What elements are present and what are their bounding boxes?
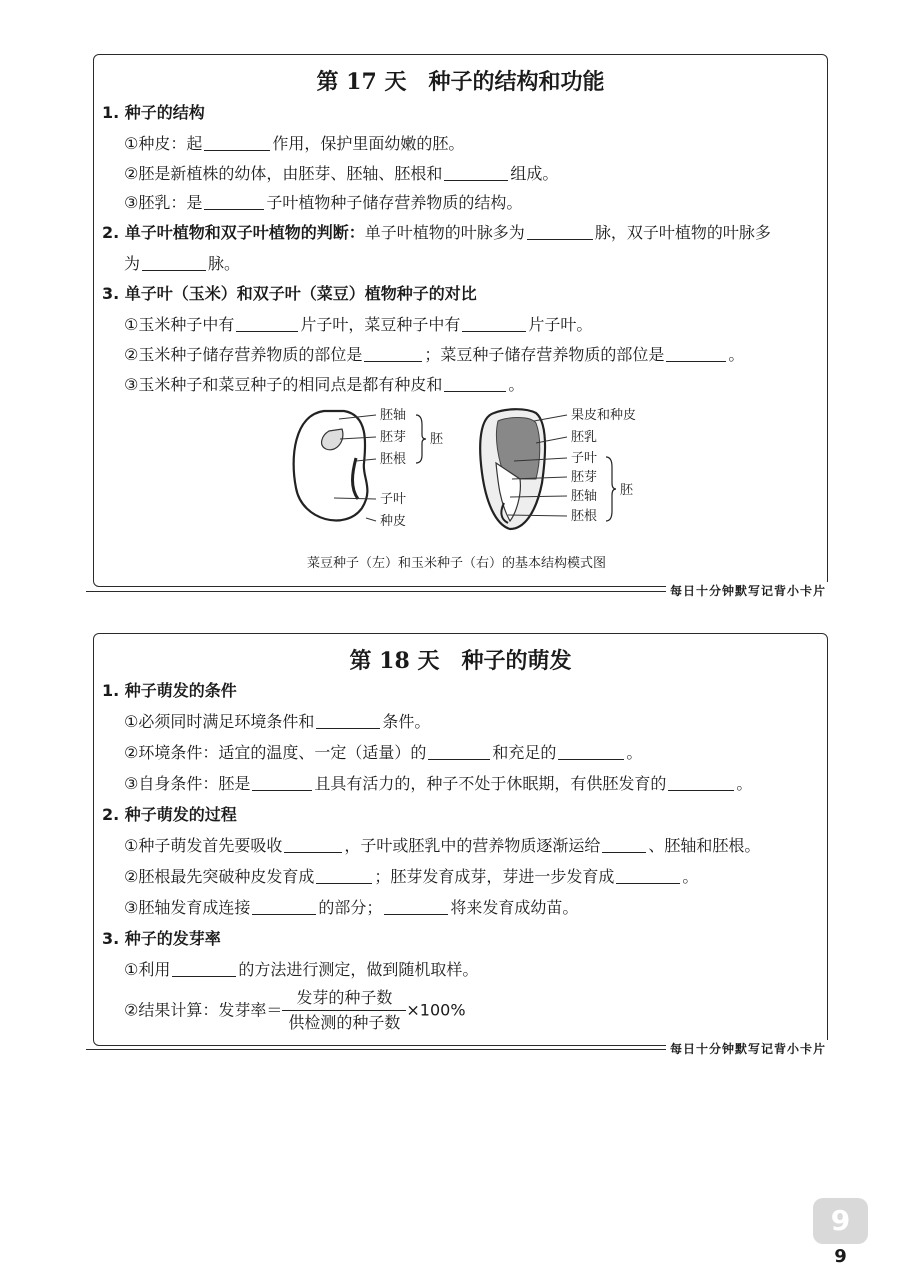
corn-seed-illustration [480, 409, 567, 529]
blank[interactable] [284, 836, 342, 853]
blank[interactable] [142, 254, 206, 271]
blank[interactable] [428, 743, 490, 760]
diagram-caption: 菜豆种子（左）和玉米种子（右）的基本结构模式图 [307, 556, 607, 571]
section-2-line-1: 2. 单子叶植物和双子叶植物的判断：单子叶植物的叶脉多为 脉，双子叶植物的叶脉多 [102, 223, 771, 242]
section-2-line-2: 为 脉。 [124, 254, 241, 273]
topic-label: 种子的结构和功能 [428, 69, 605, 95]
card-footer: 每日十分钟默写记背小卡片 [666, 582, 830, 599]
line-1-3: ③胚乳：是 子叶植物种子储存营养物质的结构。 [124, 193, 523, 212]
blank[interactable] [364, 345, 422, 362]
blank[interactable] [527, 223, 593, 240]
line-1-1: ①必须同时满足环境条件和 条件。 [124, 712, 431, 731]
bean-label-radicle: 胚根 [380, 452, 407, 467]
card-title [94, 65, 827, 96]
corn-label-endosperm: 胚乳 [571, 430, 598, 445]
line-3-3: ③玉米种子和菜豆种子的相同点是都有种皮和 。 [124, 375, 525, 394]
corn-embryo-brace [606, 457, 616, 521]
day-label: 第 17 天 [316, 69, 407, 95]
blank[interactable] [316, 712, 380, 729]
germination-rate-fraction [282, 988, 406, 1033]
topic-label: 种子的萌发 [461, 648, 572, 674]
page-badge: 9 [813, 1198, 868, 1244]
bean-seed-illustration [294, 411, 376, 521]
blank[interactable] [444, 375, 506, 392]
blank[interactable] [444, 164, 508, 181]
corn-label-pericarp-seed-coat: 果皮和种皮 [571, 408, 637, 423]
blank[interactable] [252, 774, 312, 791]
section-2-heading: 2. 种子萌发的过程 [102, 805, 237, 824]
line-3-2: ②玉米种子储存营养物质的部位是 ；菜豆种子储存营养物质的部位是 。 [124, 345, 745, 364]
line-3-2: ②结果计算：发芽率＝ $\frac{\text{发芽的种子数}}{\text{供检测的种子数}}$ ×100% [124, 988, 466, 1032]
section-3-heading: 3. 种子的发芽率 [102, 929, 221, 948]
bean-label-plumule: 胚芽 [380, 430, 407, 445]
line-3-1: ①利用 的方法进行测定，做到随机取样。 [124, 960, 479, 979]
percent-multiplier: ×100% [406, 1000, 466, 1020]
bean-label-seed-coat: 种皮 [380, 514, 407, 529]
card-day-18 [93, 633, 828, 1046]
corn-label-hypocotyl: 胚轴 [571, 489, 598, 504]
blank[interactable] [558, 743, 624, 760]
bean-group-label: 胚 [430, 432, 444, 447]
blank[interactable] [172, 960, 236, 977]
corn-label-plumule: 胚芽 [571, 470, 598, 485]
section-3-heading: 3. 单子叶（玉米）和双子叶（菜豆）植物种子的对比 [102, 284, 477, 303]
line-2-3: ③胚轴发育成连接 的部分； 将来发育成幼苗。 [124, 898, 579, 917]
blank[interactable] [236, 315, 298, 332]
corn-label-cotyledon: 子叶 [571, 451, 598, 466]
line-2-2: ②胚根最先突破种皮发育成 ；胚芽发育成芽，芽进一步发育成 。 [124, 867, 699, 886]
blank[interactable] [204, 134, 270, 151]
blank[interactable] [602, 836, 646, 853]
blank[interactable] [316, 867, 372, 884]
fraction-numerator: 发芽的种子数 [282, 988, 406, 1011]
blank[interactable] [666, 345, 726, 362]
day-label: 第 18 天 [349, 648, 440, 674]
line-1-2: ②胚是新植株的幼体，由胚芽、胚轴、胚根和 组成。 [124, 164, 559, 183]
card-footer: 每日十分钟默写记背小卡片 [666, 1040, 830, 1057]
line-2-1: ①种子萌发首先要吸收 ，子叶或胚乳中的营养物质逐渐运给 、胚轴和胚根。 [124, 836, 761, 855]
page-number: 9 [834, 1246, 847, 1267]
blank[interactable] [668, 774, 734, 791]
section-1-heading: 1. 种子的结构 [102, 103, 205, 122]
seed-diagram [284, 403, 684, 533]
fraction-denominator: 供检测的种子数 [288, 1013, 401, 1032]
line-1-1: ①种皮：起 作用，保护里面幼嫩的胚。 [124, 134, 465, 153]
blank[interactable] [384, 898, 448, 915]
blank[interactable] [252, 898, 316, 915]
blank[interactable] [204, 193, 264, 210]
bean-label-hypocotyl: 胚轴 [380, 408, 407, 423]
card-title [94, 644, 827, 675]
bean-label-cotyledon: 子叶 [380, 492, 407, 507]
bean-embryo-brace [416, 415, 426, 463]
card-day-17 [93, 54, 828, 587]
line-1-3: ③自身条件：胚是 且具有活力的，种子不处于休眠期，有供胚发育的 。 [124, 774, 753, 793]
line-3-1: ①玉米种子中有 片子叶，菜豆种子中有 片子叶。 [124, 315, 593, 334]
section-1-heading: 1. 种子萌发的条件 [102, 681, 237, 700]
corn-group-label: 胚 [620, 483, 634, 498]
line-1-2: ②环境条件：适宜的温度、一定（适量）的 和充足的 。 [124, 743, 643, 762]
corn-label-radicle: 胚根 [571, 509, 598, 524]
blank[interactable] [616, 867, 680, 884]
blank[interactable] [462, 315, 526, 332]
